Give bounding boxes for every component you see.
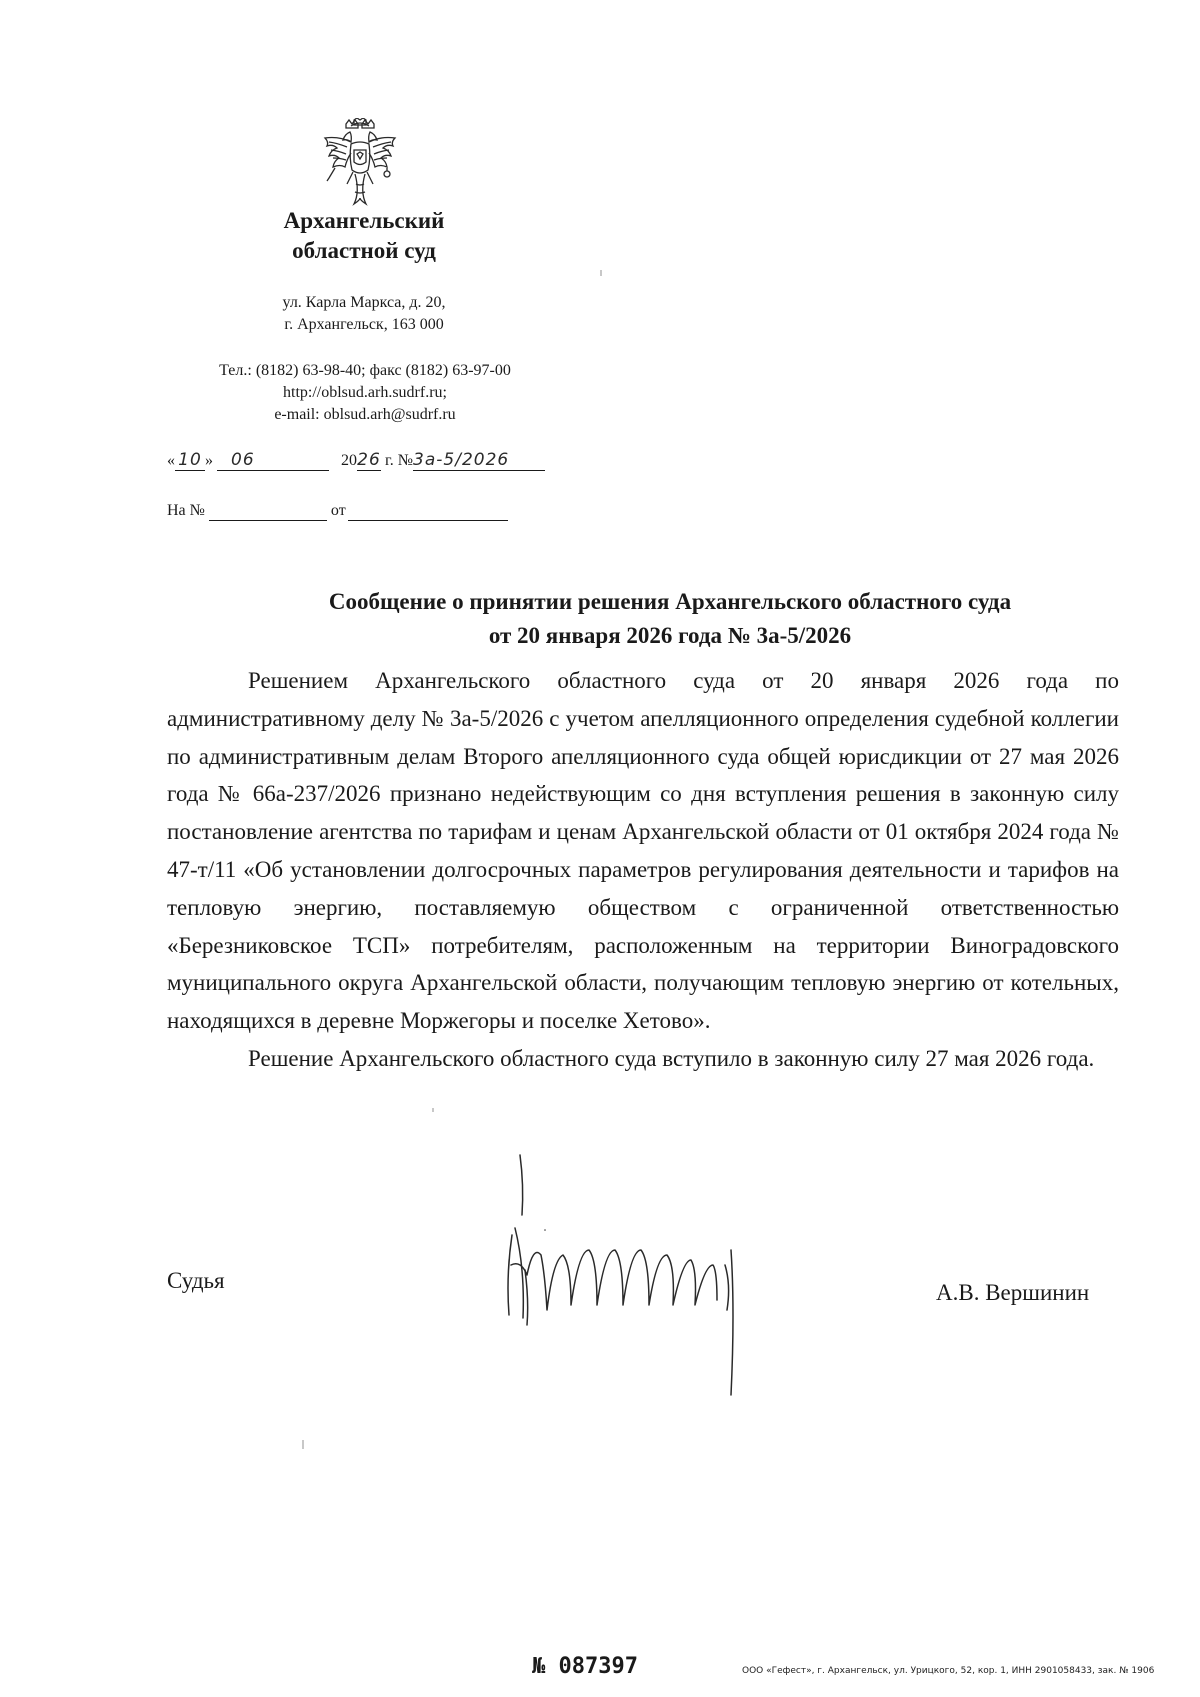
email: e-mail: oblsud.arh@sudrf.ru [274,406,456,423]
message-paragraph: Решением Архангельского областного суда от 20 января 2026 года по административному делу № 3а-5/2026 с учетом апелляционного определения судебной коллегии по административным делам Второго апелляционного суда общей юрисдикции от 27 мая 2026 года № 66а-237/2026 признано недействующим со дня вступления решения в законную силу постановление агентства по тарифам и ценам Архангельской области от 01 октября 2024 года № 47-т/11 «Об установлении долгосрочных параметров регулирования деятельности и тарифов на тепловую энергию, поставляемую обществом с ограниченной ответственностью «Березниковское ТСП» потребителям, расположенным на территории Виноградовского муниципального округа Архангельской области, получающим тепловую энергию от котельных, находящихся в деревне Моржегоры и поселке Хетово». [167,668,1119,1034]
reg-day: 10 [178,450,202,470]
reply-from-label: от [330,502,346,519]
address-line1: ул. Карла Маркса, д. 20, [282,294,446,311]
reg-number: 3а-5/2026 [413,450,510,470]
signatory-role: Судья [167,1268,225,1293]
handwritten-signature [505,1135,765,1430]
phone-fax: Тел.: (8182) 63-98-40; факс (8182) 63-97-00 [219,362,511,379]
quote-open: « [167,452,175,469]
message-paragraph: Решение Архангельского областного суда вступило в законную силу 27 мая 2026 года. [248,1045,1095,1071]
reg-day-field [175,451,205,471]
reg-month: 06 [231,450,255,470]
court-contacts [150,360,580,426]
reg-month-field [217,451,329,471]
scan-artifact [302,1440,304,1449]
year-prefix: 20 [341,452,357,469]
scan-artifact [600,270,602,276]
printer-imprint: ООО «Гефест», г. Архангельск, ул. Урицкого, 52, кор. 1, ИНН 2901058433, зак. № 1906 [742,1666,1155,1676]
reg-year: 26 [357,450,381,470]
reg-number-field [413,451,545,471]
reply-number-field [209,502,327,521]
court-name [206,206,522,266]
court-name-line1: Архангельский [283,208,445,233]
reply-reference-line [167,500,508,522]
reg-year-field [357,451,381,471]
message-title-line1: Сообщение о принятии решения Архангельского областного суда [328,589,1012,614]
reply-date-field [348,502,508,521]
form-serial-number: № 087397 [532,1654,638,1679]
registration-line [167,450,545,472]
website: http://oblsud.arh.sudrf.ru; [283,384,447,401]
year-unit: г. [385,452,394,469]
signatory-name: А.В. Вершинин [936,1280,1090,1305]
coat-of-arms-emblem [317,118,403,210]
message-body [167,662,1119,1078]
court-address [206,292,522,336]
scan-artifact [432,1108,434,1112]
court-name-line2: областной суд [292,238,436,263]
message-title [220,585,1120,653]
number-sign: № [397,452,414,469]
reply-label: На № [167,502,205,519]
quote-close: » [205,452,213,469]
message-title-line2: от 20 января 2026 года № 3а-5/2026 [488,623,852,648]
address-line2: г. Архангельск, 163 000 [284,316,444,333]
